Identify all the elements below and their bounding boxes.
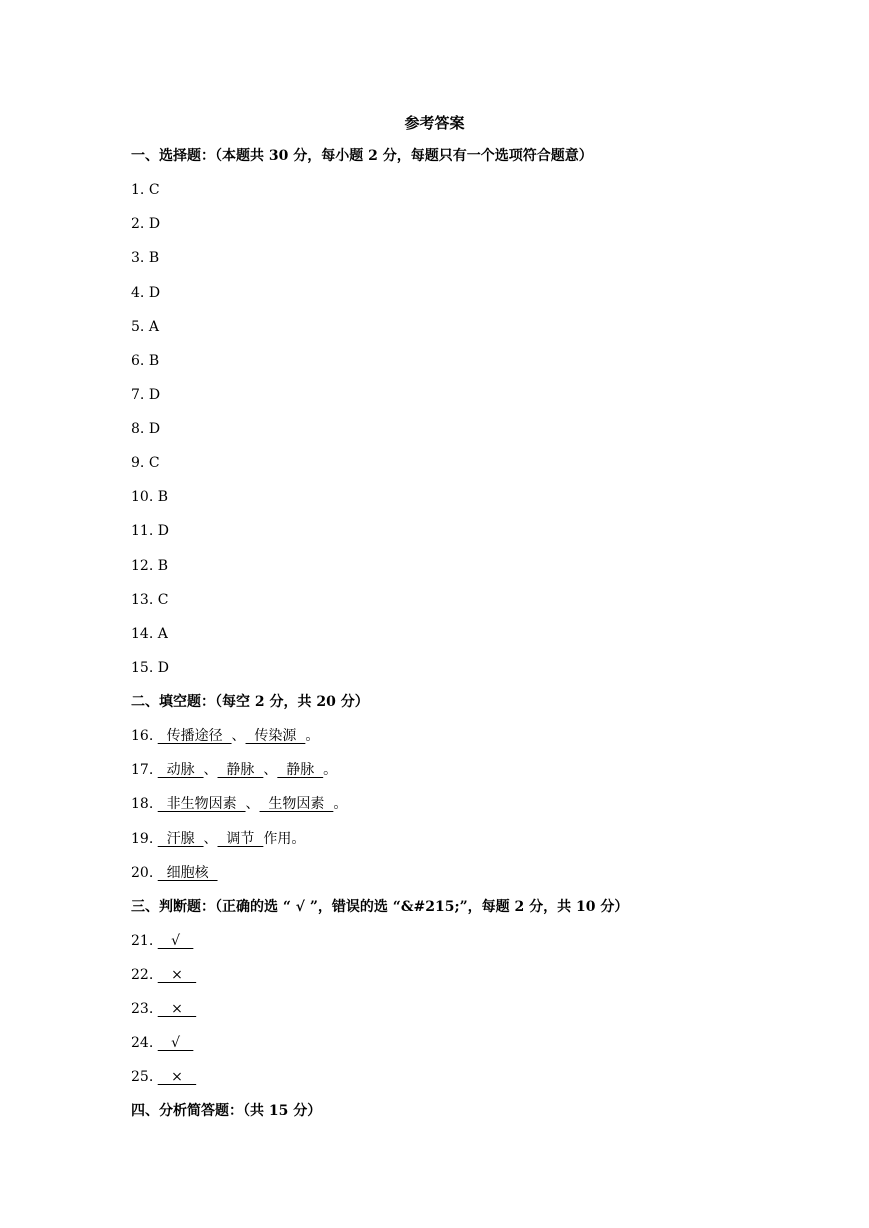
answer-blank: 静脉 xyxy=(217,762,264,778)
section4-heading: 四、分析简答题：（共 15 分） xyxy=(131,1103,322,1119)
list-item: 25. × xyxy=(131,1069,197,1085)
answer-blank: 静脉 xyxy=(277,762,324,778)
list-item: 21. √ xyxy=(131,933,194,949)
list-item: 10. B xyxy=(131,489,169,505)
answer-blank: 调节 xyxy=(217,831,264,847)
list-item: 8. D xyxy=(131,421,161,437)
answer-blank: 生物因素 xyxy=(259,796,334,812)
answer-blank: 细胞核 xyxy=(157,865,218,881)
list-item: 2. D xyxy=(131,216,161,232)
list-item: 15. D xyxy=(131,660,169,676)
section2-heading: 二、填空题：（每空 2 分，共 20 分） xyxy=(131,694,369,710)
list-item: 9. C xyxy=(131,455,160,471)
list-item: 24. √ xyxy=(131,1035,194,1051)
list-item: 11. D xyxy=(131,523,169,539)
answer-blank: √ xyxy=(157,1035,194,1051)
list-item: 14. A xyxy=(131,626,168,642)
answer-blank: × xyxy=(157,967,197,983)
section1-heading: 一、选择题：（本题共 30 分，每小题 2 分，每题只有一个选项符合题意） xyxy=(131,148,593,164)
list-item: 1. C xyxy=(131,182,160,198)
answer-blank: 动脉 xyxy=(157,762,204,778)
answer-blank: 传染源 xyxy=(245,728,306,744)
list-item: 6. B xyxy=(131,353,160,369)
fill-blank-16: 16. 传播途径 、 传染源 。 xyxy=(131,728,320,744)
fill-blank-20: 20. 细胞核 xyxy=(131,865,218,881)
list-item: 4. D xyxy=(131,285,161,301)
answer-blank: × xyxy=(157,1069,197,1085)
answer-blank: 汗腺 xyxy=(157,831,204,847)
page-title: 参考答案 xyxy=(404,114,465,132)
fill-blank-18: 18. 非生物因素 、 生物因素 。 xyxy=(131,796,348,812)
list-item: 12. B xyxy=(131,558,169,574)
section3-heading: 三、判断题：（正确的选 “ √ ”，错误的选 “&#215;”，每题 2 分，共 10 分） xyxy=(131,899,629,915)
fill-blank-17: 17. 动脉 、 静脉 、 静脉 。 xyxy=(131,762,338,778)
list-item: 22. × xyxy=(131,967,197,983)
answer-blank: √ xyxy=(157,933,194,949)
list-item: 7. D xyxy=(131,387,161,403)
fill-blank-19: 19. 汗腺 、 调节 作用。 xyxy=(131,831,306,847)
answer-blank: 传播途径 xyxy=(157,728,232,744)
list-item: 5. A xyxy=(131,319,159,335)
answer-blank: 非生物因素 xyxy=(157,796,246,812)
list-item: 13. C xyxy=(131,592,169,608)
list-item: 3. B xyxy=(131,250,160,266)
list-item: 23. × xyxy=(131,1001,197,1017)
answer-blank: × xyxy=(157,1001,197,1017)
